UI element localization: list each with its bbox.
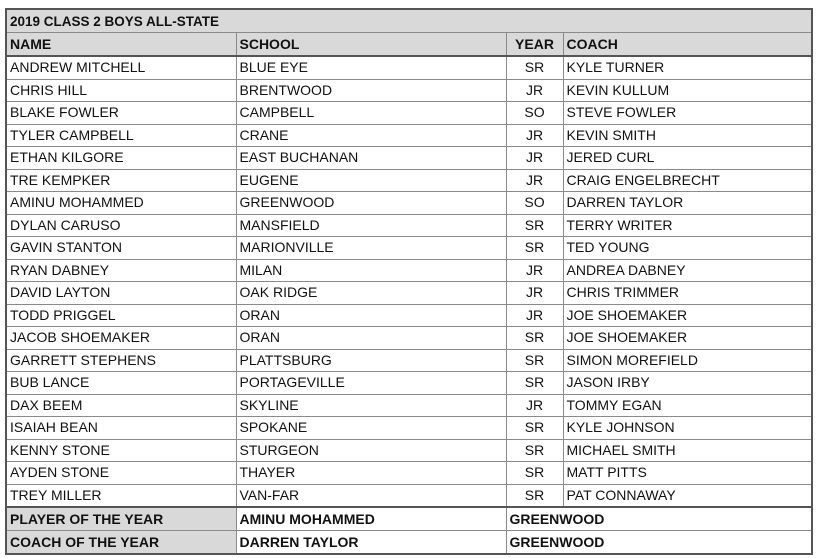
cell-school: BLUE EYE	[236, 56, 506, 79]
cell-year: SR	[506, 462, 563, 485]
table-row	[6, 124, 812, 147]
table-row	[6, 147, 812, 170]
cell-name: BLAKE FOWLER	[6, 102, 236, 125]
cell-school: SKYLINE	[236, 394, 506, 417]
cell-school: EAST BUCHANAN	[236, 147, 506, 170]
award-name: DARREN TAYLOR	[236, 531, 506, 555]
award-label: COACH OF THE YEAR	[6, 531, 236, 555]
cell-coach: KYLE TURNER	[563, 56, 812, 79]
cell-coach: TED YOUNG	[563, 237, 812, 260]
header-coach: COACH	[563, 33, 812, 57]
all-state-table-wrapper	[5, 8, 811, 555]
cell-name: RYAN DABNEY	[6, 259, 236, 282]
cell-name: DYLAN CARUSO	[6, 214, 236, 237]
cell-name: AYDEN STONE	[6, 462, 236, 485]
cell-school: SPOKANE	[236, 417, 506, 440]
cell-coach: KEVIN SMITH	[563, 124, 812, 147]
table-row	[6, 237, 812, 260]
header-year: YEAR	[506, 33, 563, 57]
cell-name: TRE KEMPKER	[6, 169, 236, 192]
cell-year: SR	[506, 56, 563, 79]
cell-name: GAVIN STANTON	[6, 237, 236, 260]
cell-school: CAMPBELL	[236, 102, 506, 125]
table-row	[6, 394, 812, 417]
cell-school: MARIONVILLE	[236, 237, 506, 260]
cell-coach: TOMMY EGAN	[563, 394, 812, 417]
cell-coach: KYLE JOHNSON	[563, 417, 812, 440]
table-row	[6, 327, 812, 350]
table-row	[6, 304, 812, 327]
cell-coach: JOE SHOEMAKER	[563, 327, 812, 350]
table-row	[6, 79, 812, 102]
header-school: SCHOOL	[236, 33, 506, 57]
cell-name: BUB LANCE	[6, 372, 236, 395]
cell-school: EUGENE	[236, 169, 506, 192]
cell-coach: SIMON MOREFIELD	[563, 349, 812, 372]
cell-school: PORTAGEVILLE	[236, 372, 506, 395]
table-row	[6, 169, 812, 192]
cell-year: SR	[506, 372, 563, 395]
cell-year: SO	[506, 192, 563, 215]
cell-year: SR	[506, 214, 563, 237]
award-school: GREENWOOD	[506, 531, 812, 555]
table-row	[6, 372, 812, 395]
award-school: GREENWOOD	[506, 507, 812, 531]
cell-coach: MICHAEL SMITH	[563, 439, 812, 462]
award-name: AMINU MOHAMMED	[236, 507, 506, 531]
cell-coach: CHRIS TRIMMER	[563, 282, 812, 305]
table-row	[6, 462, 812, 485]
cell-school: STURGEON	[236, 439, 506, 462]
cell-school: THAYER	[236, 462, 506, 485]
table-row	[6, 349, 812, 372]
all-state-table	[5, 8, 813, 555]
cell-year: SR	[506, 327, 563, 350]
cell-name: ISAIAH BEAN	[6, 417, 236, 440]
cell-coach: DARREN TAYLOR	[563, 192, 812, 215]
cell-coach: JERED CURL	[563, 147, 812, 170]
table-row	[6, 417, 812, 440]
cell-coach: TERRY WRITER	[563, 214, 812, 237]
cell-coach: STEVE FOWLER	[563, 102, 812, 125]
table-title: 2019 CLASS 2 BOYS ALL-STATE	[6, 9, 812, 33]
cell-year: SR	[506, 484, 563, 507]
cell-year: JR	[506, 394, 563, 417]
cell-coach: JASON IRBY	[563, 372, 812, 395]
cell-name: AMINU MOHAMMED	[6, 192, 236, 215]
cell-year: JR	[506, 304, 563, 327]
cell-school: PLATTSBURG	[236, 349, 506, 372]
table-row	[6, 439, 812, 462]
cell-year: SR	[506, 439, 563, 462]
cell-coach: PAT CONNAWAY	[563, 484, 812, 507]
cell-coach: CRAIG ENGELBRECHT	[563, 169, 812, 192]
table-row	[6, 192, 812, 215]
table-header-row	[6, 33, 812, 57]
cell-year: SR	[506, 417, 563, 440]
table-row	[6, 259, 812, 282]
cell-school: CRANE	[236, 124, 506, 147]
cell-name: JACOB SHOEMAKER	[6, 327, 236, 350]
table-row	[6, 282, 812, 305]
cell-school: VAN-FAR	[236, 484, 506, 507]
cell-year: JR	[506, 79, 563, 102]
cell-name: ETHAN KILGORE	[6, 147, 236, 170]
award-label: PLAYER OF THE YEAR	[6, 507, 236, 531]
table-title-row	[6, 9, 812, 33]
cell-name: CHRIS HILL	[6, 79, 236, 102]
cell-school: GREENWOOD	[236, 192, 506, 215]
cell-school: BRENTWOOD	[236, 79, 506, 102]
cell-year: JR	[506, 147, 563, 170]
cell-year: JR	[506, 124, 563, 147]
cell-coach: MATT PITTS	[563, 462, 812, 485]
header-name: NAME	[6, 33, 236, 57]
cell-name: DAX BEEM	[6, 394, 236, 417]
cell-school: OAK RIDGE	[236, 282, 506, 305]
table-row	[6, 484, 812, 507]
cell-name: DAVID LAYTON	[6, 282, 236, 305]
cell-school: MANSFIELD	[236, 214, 506, 237]
award-row	[6, 531, 812, 555]
cell-year: JR	[506, 169, 563, 192]
cell-year: SR	[506, 237, 563, 260]
cell-year: JR	[506, 282, 563, 305]
cell-name: KENNY STONE	[6, 439, 236, 462]
cell-year: SR	[506, 349, 563, 372]
cell-coach: KEVIN KULLUM	[563, 79, 812, 102]
table-row	[6, 214, 812, 237]
cell-coach: JOE SHOEMAKER	[563, 304, 812, 327]
table-row	[6, 102, 812, 125]
table-row	[6, 56, 812, 79]
cell-school: ORAN	[236, 304, 506, 327]
award-row	[6, 507, 812, 531]
cell-year: JR	[506, 259, 563, 282]
cell-name: ANDREW MITCHELL	[6, 56, 236, 79]
cell-name: TODD PRIGGEL	[6, 304, 236, 327]
cell-name: TREY MILLER	[6, 484, 236, 507]
cell-school: MILAN	[236, 259, 506, 282]
cell-coach: ANDREA DABNEY	[563, 259, 812, 282]
cell-year: SO	[506, 102, 563, 125]
cell-school: ORAN	[236, 327, 506, 350]
cell-name: GARRETT STEPHENS	[6, 349, 236, 372]
cell-name: TYLER CAMPBELL	[6, 124, 236, 147]
